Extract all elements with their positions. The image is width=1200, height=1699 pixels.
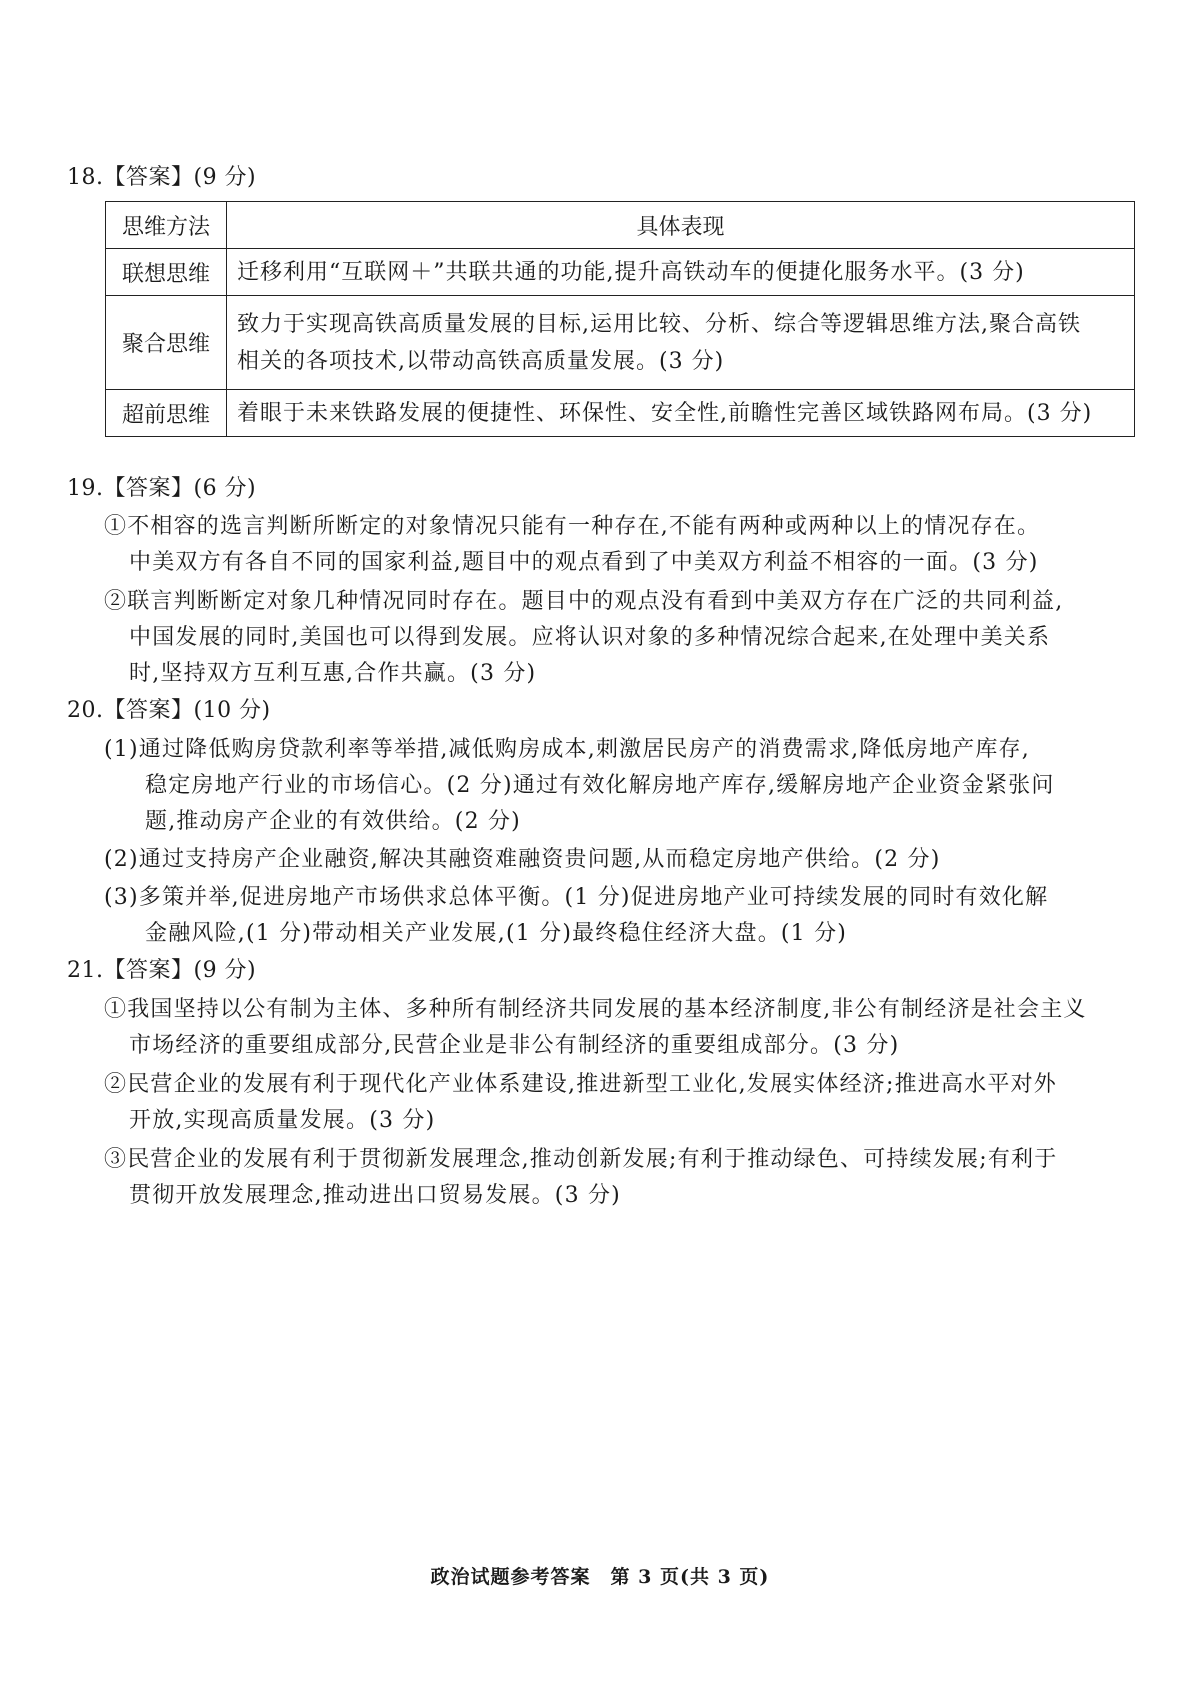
method-name: 超前思维 (106, 390, 227, 437)
answer-line: ①不相容的选言判断所断定的对象情况只能有一种存在,不能有两种或两种以上的情况存在。 (104, 514, 1041, 539)
table-row (106, 390, 1135, 437)
column-header-detail: 具体表现 (227, 202, 1135, 249)
answer-line: 贯彻开放发展理念,推动进出口贸易发展。(3 分) (129, 1183, 621, 1208)
thinking-method-table (105, 201, 1135, 437)
page-footer: 政治试题参考答案 第 3 页(共 3 页) (430, 1566, 770, 1588)
answer-line: (3)多策并举,促进房地产市场供求总体平衡。(1 分)促进房地产业可持续发展的同时有效化解 (104, 885, 1049, 910)
detail-line: 相关的各项技术,以带动高铁高质量发展。(3 分) (237, 348, 725, 374)
detail-line: 致力于实现高铁高质量发展的目标,运用比较、分析、综合等逻辑思维方法,聚合高铁 (237, 311, 1081, 337)
method-detail (227, 249, 1135, 296)
answer-line: 题,推动房产企业的有效供给。(2 分) (145, 809, 521, 834)
answer-line: 开放,实现高质量发展。(3 分) (129, 1108, 436, 1133)
question-21-header: 21.【答案】(9 分) (67, 958, 257, 983)
answer-line: 市场经济的重要组成部分,民营企业是非公有制经济的重要组成部分。(3 分) (129, 1033, 900, 1058)
column-header-method: 思维方法 (106, 202, 227, 249)
table-row (106, 249, 1135, 296)
answer-line: ②民营企业的发展有利于现代化产业体系建设,推进新型工业化,发展实体经济;推进高水平对外 (104, 1072, 1058, 1097)
method-detail (227, 296, 1135, 390)
method-detail (227, 390, 1135, 437)
answer-line: ①我国坚持以公有制为主体、多种所有制经济共同发展的基本经济制度,非公有制经济是社会主义 (104, 997, 1087, 1022)
answer-line: 时,坚持双方互利互惠,合作共赢。(3 分) (129, 661, 537, 686)
answer-line: (1)通过降低购房贷款利率等举措,减低购房成本,刺激居民房产的消费需求,降低房地产库存, (104, 737, 1030, 762)
answer-line: 中国发展的同时,美国也可以得到发展。应将认识对象的多种情况综合起来,在处理中美关系 (129, 625, 1051, 650)
answer-line: 中美双方有各自不同的国家利益,题目中的观点看到了中美双方利益不相容的一面。(3 分) (129, 550, 1039, 575)
answer-line: (2)通过支持房产企业融资,解决其融资难融资贵问题,从而稳定房地产供给。(2 分) (104, 847, 941, 872)
answer-line: 稳定房地产行业的市场信心。(2 分)通过有效化解房地产库存,缓解房地产企业资金紧张问 (145, 773, 1055, 798)
table-row (106, 296, 1135, 390)
answer-line: ③民营企业的发展有利于贯彻新发展理念,推动创新发展;有利于推动绿色、可持续发展;有利于 (104, 1147, 1058, 1172)
question-20-header: 20.【答案】(10 分) (67, 698, 271, 723)
detail-line: 迁移利用“互联网＋”共联共通的功能,提升高铁动车的便捷化服务水平。(3 分) (237, 259, 1025, 285)
question-18-header: 18.【答案】(9 分) (67, 165, 257, 190)
method-name: 联想思维 (106, 249, 227, 296)
detail-line: 着眼于未来铁路发展的便捷性、环保性、安全性,前瞻性完善区域铁路网布局。(3 分) (237, 400, 1093, 426)
table-header-row (106, 202, 1135, 249)
answer-line: 金融风险,(1 分)带动相关产业发展,(1 分)最终稳住经济大盘。(1 分) (145, 921, 848, 946)
method-name: 聚合思维 (106, 296, 227, 390)
answer-line: ②联言判断断定对象几种情况同时存在。题目中的观点没有看到中美双方存在广泛的共同利益, (104, 589, 1064, 614)
question-19-header: 19.【答案】(6 分) (67, 476, 257, 501)
